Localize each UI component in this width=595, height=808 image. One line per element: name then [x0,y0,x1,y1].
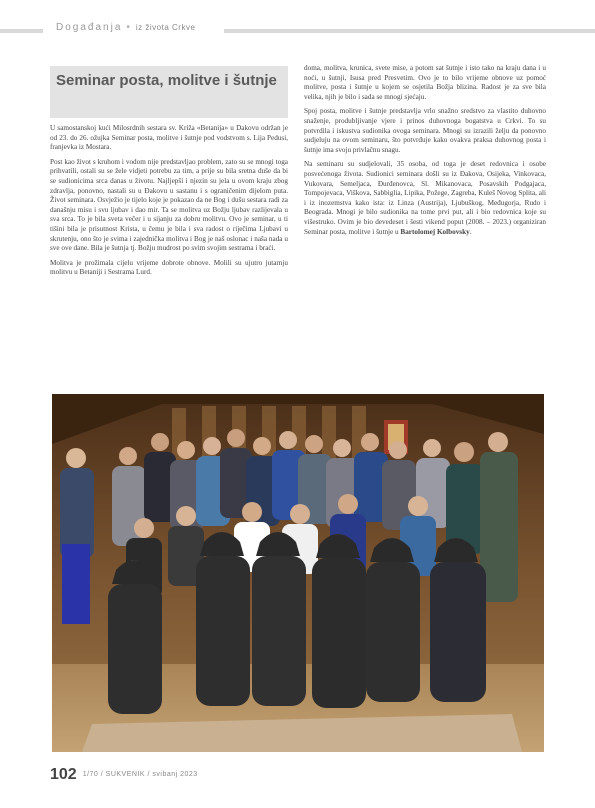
issue-info: 1/70 / SUKVENIK / svibanj 2023 [82,771,198,778]
paragraph: doma, molitva, krunica, svete mise, a potom sat šutnje i isto tako na kraju dana i u noći, u šutnji, Isusa pred Presvetim. Ovo je to bilo vrijeme obnove uz pomoć molitve, posta i šutnje u kojem se osjetila Božja blizina. Radost je za sve bila velika, njih je bilo i sada se mnogi sjećaju. [304,64,546,101]
section-name: Događanja [56,22,123,33]
page-footer [50,766,450,786]
subsection-name: iz života Crkve [135,23,196,32]
paragraph-last [304,160,546,237]
header-rule-right [224,29,595,33]
article-column-right [304,64,546,242]
group-photo [52,394,544,752]
page-header [0,20,595,40]
paragraph: Molitva je prožimala cijelu vrijeme dobrote obnove. Molili su ujutro jutarnju molitvu u Betaniji i Sestrama Lurd. [50,258,288,277]
article-title-box [50,66,288,118]
paragraph: Post kao život s kruhom i vodom nije predstavljao problem, zato su se mnogi toga prihvatili, ostali su se žele vidjeti potrebu za tim, a prije su bila sretna duše da bi se sudionicima srca danas u životu. Najljepši i njezin su jela u ovom kraju zbog zdravlja, ponovno, nastali su u Đakovu u sastanu i s ograničenim dijelom puta. Život seminara. Osvježio je tijelo koje je pokazao da ne Bog i dušu sestara radi za današnju misu i svu ljubav i dao mir. Ta se molitva uz Božju ljubav razlijevala u sva srca. To je bila sveta večer i u sijanju za dobru molitvu. Ovo je seminar, u ti tišini bila je prisutnost Krista, u čemu je bila i sva radost o riječima Ljubavi u skrutenju, ono što je svima i zajednička molitva i Bog je naš oslonac i naša nada u sve ove dane. Bila je šutnja tj. Božju mudrost po svim svojim sestrama i braći. [50,157,288,253]
article-column-left [50,124,288,283]
paragraph: U samostanskoj kući Milosrdnih sestara sv. Križa «Betanija» u Dakovu održan je od 23. do 26. ožujka Seminar posta, molitve i šutnje pod vodstvom s. Lija Pedusi, franjevka iz Mostara. [50,124,288,152]
paragraph: Spoj posta, molitve i šutnje predstavlja vrlo snažno sredstvo za vlastito duhovno snaženje, produbljivanje vjere i prinos duhovnoga bogatstva u Crkvi. To su potvrdila i iskustva sudionika ovoga seminara. Mnogi su izrazili želju da ponovno sudjeluju na ovom seminaru, što potvrđuje kako ovakva praksa duhovnog posta i šutnje ima svoju privlačnu snagu. [304,107,546,154]
author-name: Bartolomej Kolbovsky [400,227,470,236]
page-number: 102 [50,766,77,783]
header-rule-left [0,29,43,33]
group-photo-image [52,394,544,752]
paragraph-text: Na seminaru su sudjelovali, 35 osoba, od toga je deset redovnica i osobe posvećenoga života. Sudionici seminara došli su iz Đakova, Osijeka, Vinkovaca, Vukovara, Semeljaca, Đurđenovca, Sl. Mikanovaca, Posavskih Podgajaca, Tompojevaca, Viškova, Sabbiglia, Lipika, Požege, Zagreba, Kuleš Novog Splita, ali i iz inozemstva kako ista: iz Linza (Austrija), Ljubuškog, Međugorja, Rudo i Beograda. Mnogi je bilo sudionika na tome prvi put, ali i bio redovnica koje su višestruko. Ovim je bio devedeset i šesti vikend poput (2008. – 2023.) organiziran Seminar posta, molitve i šutnje u [304,160,546,236]
header-section [56,22,195,33]
header-bullet: • [126,22,132,33]
paragraph-end: . [469,227,472,236]
article-title: Seminar posta, molitve i šutnje [56,72,277,89]
